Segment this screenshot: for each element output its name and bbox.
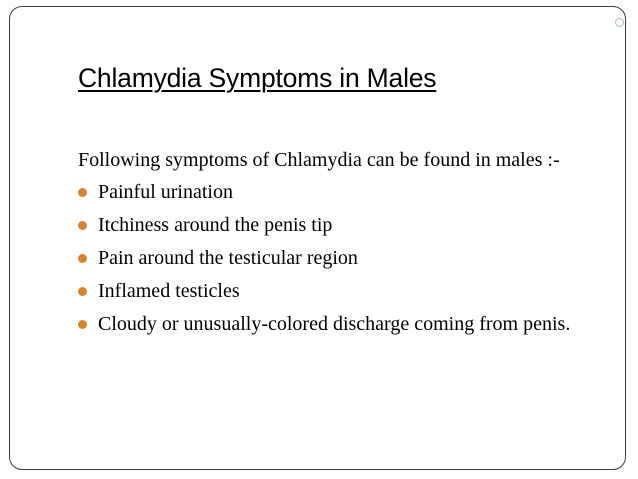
bullet-dot-icon: [78, 320, 87, 329]
list-item-text: Cloudy or unusually-colored discharge coming from penis.: [98, 313, 571, 335]
list-item: [78, 212, 618, 238]
bullet-dot-icon: [78, 287, 87, 296]
slide-frame: [9, 6, 626, 470]
slide-title: Chlamydia Symptoms in Males: [78, 63, 437, 93]
list-item-text: Itchiness around the penis tip: [98, 214, 333, 236]
list-item-text: Inflamed testicles: [98, 280, 240, 302]
intro-text: Following symptoms of Chlamydia can be found in males :-: [78, 149, 560, 171]
bullet-dot-icon: [78, 254, 87, 263]
list-item: [78, 278, 618, 304]
bullet-dot-icon: [78, 188, 87, 197]
symptom-list: [78, 179, 618, 337]
bullet-dot-icon: [78, 221, 87, 230]
list-item-text: Pain around the testicular region: [98, 247, 358, 269]
slide-body: [78, 147, 618, 344]
list-item: [78, 179, 618, 205]
list-item-text: Painful urination: [98, 181, 233, 203]
list-item: [78, 311, 618, 337]
list-item: [78, 245, 618, 271]
corner-circle-decoration: [615, 18, 624, 27]
